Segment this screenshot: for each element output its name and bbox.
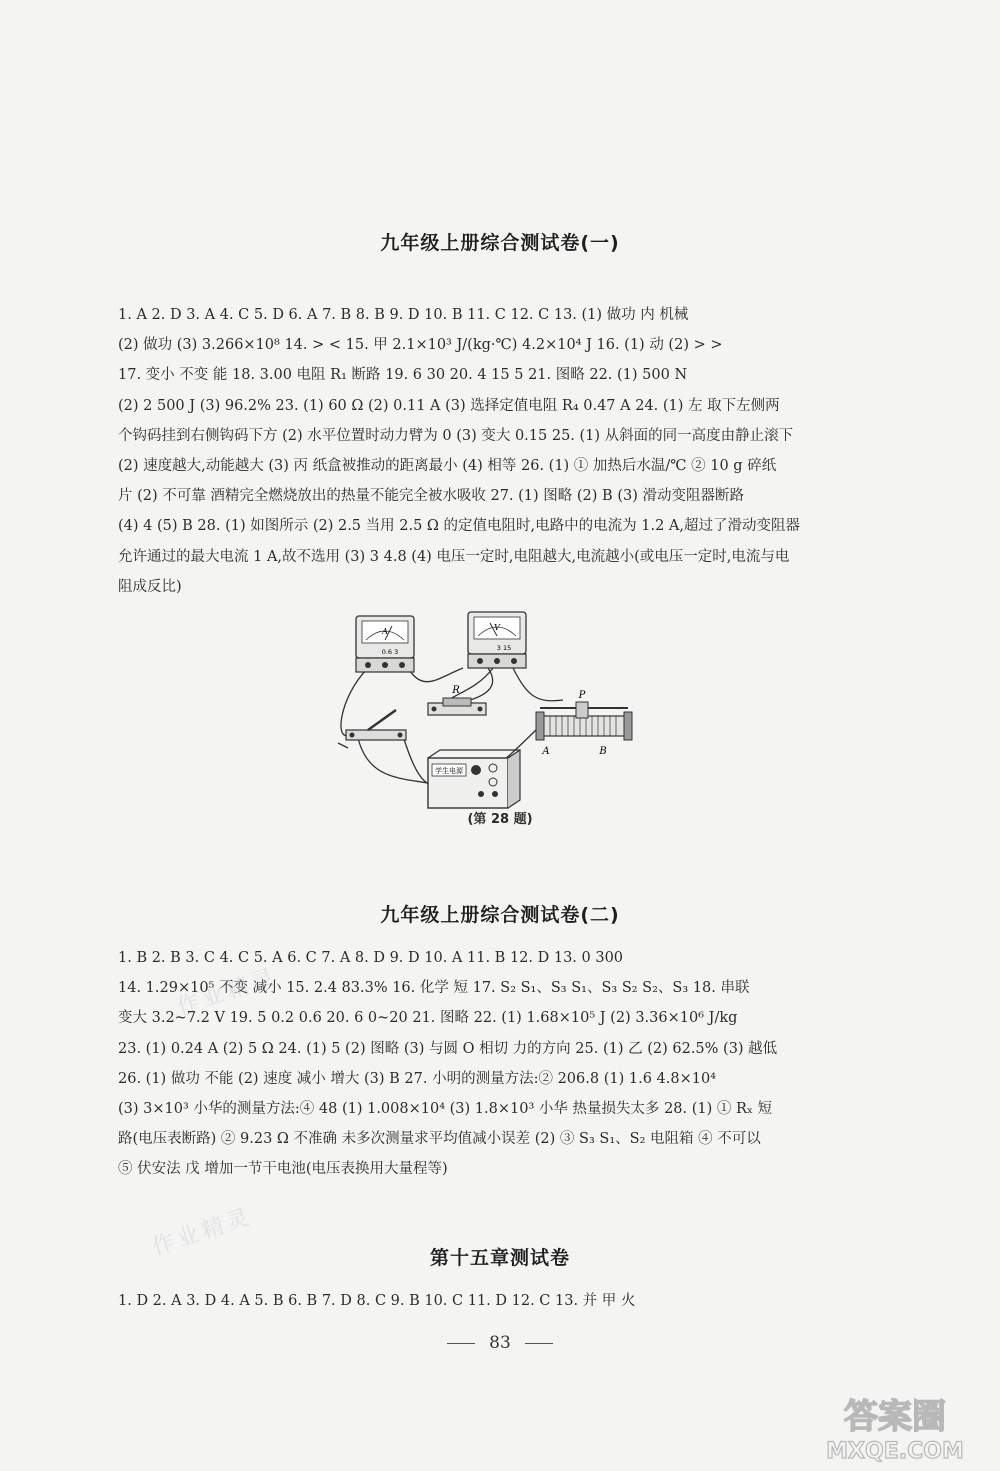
rheostat-b-label: B xyxy=(599,746,607,757)
watermark-text: 作业精灵 xyxy=(174,964,281,1021)
answer-line: 阻成反比) xyxy=(118,578,182,595)
answer-line: (2) 2 500 J (3) 96.2% 23. (1) 60 Ω (2) 0.11 A (3) 选择定值电阻 R₄ 0.47 A 24. (1) 左 取下左侧两 xyxy=(118,397,780,414)
answer-line: 允许通过的最大电流 1 A,故不选用 (3) 3 4.8 (4) 电压一定时,电阻越大,电流越小(或电压一定时,电流与电 xyxy=(118,548,790,565)
page-number-dash-right xyxy=(525,1343,553,1344)
answer-line: 变大 3.2~7.2 V 19. 5 0.2 0.6 20. 6 0~20 21. 图略 22. (1) 1.68×10⁵ J (2) 3.36×10⁶ J/kg xyxy=(118,1010,738,1027)
watermark-text: 作业精灵 xyxy=(149,1204,256,1261)
answer-line: (2) 速度越大,动能越大 (3) 丙 纸盒被推动的距离最小 (4) 相等 26. (1) ① 加热后水温/℃ ② 10 g 碎纸 xyxy=(118,458,777,475)
answers-block-3 xyxy=(118,1286,870,1316)
resistor-icon xyxy=(428,698,486,715)
slider-label: P xyxy=(578,690,586,701)
answer-line: 23. (1) 0.24 A (2) 5 Ω 24. (1) 5 (2) 图略 (3) 与圆 O 相切 力的方向 25. (1) 乙 (2) 62.5% (3) 越低 xyxy=(118,1040,778,1057)
power-supply-icon xyxy=(428,750,520,808)
answer-line: 1. B 2. B 3. C 4. C 5. A 6. C 7. A 8. D 9. D 10. A 11. B 12. D 13. 0 300 xyxy=(118,950,624,966)
watermark-logo-text: 答案圈 xyxy=(844,1397,946,1437)
circuit-diagram xyxy=(328,608,673,838)
answer-line: 14. 1.29×10⁵ 不变 减小 15. 2.4 83.3% 16. 化学 短 17. S₂ S₁、S₃ S₁、S₃ S₂ S₂、S₃ 18. 串联 xyxy=(118,980,750,997)
voltmeter-label: V xyxy=(494,623,500,632)
answer-line: 17. 变小 不变 能 18. 3.00 电阻 R₁ 断路 19. 6 30 20. 4 15 5 21. 图略 22. (1) 500 N xyxy=(118,367,688,384)
answer-line: (2) 做功 (3) 3.266×10⁸ 14. > < 15. 甲 2.1×10³ J/(kg·℃) 4.2×10⁴ J 16. (1) 动 (2) > > xyxy=(118,337,723,354)
resistor-label: R xyxy=(452,685,460,696)
power-supply-label: 学生电源 xyxy=(435,767,463,775)
ammeter-icon xyxy=(356,616,414,672)
watermark-logo-icon xyxy=(800,1390,990,1465)
watermark-url: MXQE.COM xyxy=(826,1439,964,1464)
answer-line: (4) 4 (5) B 28. (1) 如图所示 (2) 2.5 当用 2.5 Ω 的定值电阻时,电路中的电流为 1.2 A,超过了滑动变阻器 xyxy=(118,518,801,535)
rheostat-icon xyxy=(536,702,632,740)
section-title-2: 九年级上册综合测试卷(二) xyxy=(380,904,620,926)
answer-line: 26. (1) 做功 不能 (2) 速度 减小 增大 (3) B 27. 小明的测量方法:② 206.8 (1) 1.6 4.8×10⁴ xyxy=(118,1070,716,1087)
section-title-1: 九年级上册综合测试卷(一) xyxy=(380,232,620,254)
answer-line: 片 (2) 不可靠 酒精完全燃烧放出的热量不能完全被水吸收 27. (1) 图略 (2) B (3) 滑动变阻器断路 xyxy=(118,488,744,505)
ammeter-label: A xyxy=(382,627,388,636)
figure-caption: (第 28 题) xyxy=(467,812,533,827)
answer-line: 1. D 2. A 3. D 4. A 5. B 6. B 7. D 8. C 9. B 10. C 11. D 12. C 13. 并 甲 火 xyxy=(118,1293,636,1309)
section-title-3: 第十五章测试卷 xyxy=(429,1247,570,1269)
page-number-text: 83 xyxy=(489,1333,511,1353)
answer-line: 1. A 2. D 3. A 4. C 5. D 6. A 7. B 8. B 9. D 10. B 11. C 12. C 13. (1) 做功 内 机械 xyxy=(118,307,689,323)
switch-icon xyxy=(346,710,406,740)
page-number-dash-left xyxy=(447,1343,475,1344)
answer-line: ⑤ 伏安法 戊 增加一节干电池(电压表换用大量程等) xyxy=(118,1161,448,1178)
rheostat-a-label: A xyxy=(542,746,550,757)
page-number xyxy=(0,1333,1000,1353)
voltmeter-terminals: 3 15 xyxy=(496,644,512,652)
answer-line: 个钩码挂到右侧钩码下方 (2) 水平位置时动力臂为 0 (3) 变大 0.15 25. (1) 从斜面的同一高度由静止滚下 xyxy=(118,427,794,444)
voltmeter-icon xyxy=(468,612,526,668)
ammeter-terminals: 0.6 3 xyxy=(381,648,399,656)
answer-line: (3) 3×10³ 小华的测量方法:④ 48 (1) 1.008×10⁴ (3) 1.8×10³ 小华 热量损失太多 28. (1) ① Rₓ 短 xyxy=(118,1101,773,1118)
answers-block-1 xyxy=(118,300,870,602)
answer-line: 路(电压表断路) ② 9.23 Ω 不准确 未多次测量求平均值减小误差 (2) ③ S₃ S₁、S₂ 电阻箱 ④ 不可以 xyxy=(118,1131,761,1148)
